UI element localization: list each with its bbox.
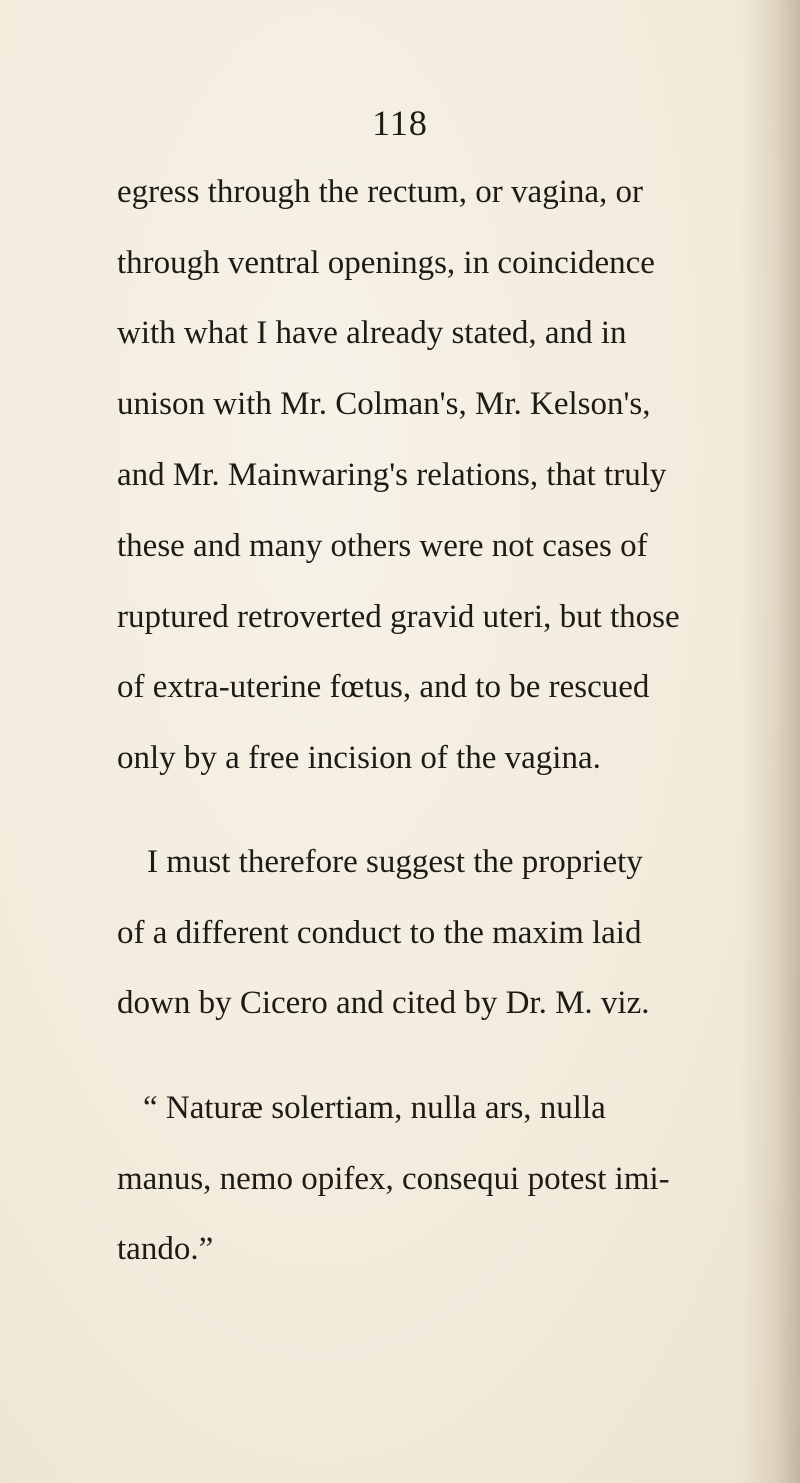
text-line: down by Cicero and cited by Dr. M. viz.: [117, 985, 650, 1021]
text-line: through ventral openings, in coincidence: [117, 245, 655, 281]
text-line: manus, nemo opifex, consequi potest imi-: [117, 1161, 670, 1197]
text-line: these and many others were not cases of: [117, 528, 648, 564]
text-line: “ Naturæ solertiam, nulla ars, nulla: [143, 1090, 606, 1126]
text-line: only by a free incision of the vagina.: [117, 740, 601, 776]
text-line: I must therefore suggest the propriety: [147, 844, 643, 880]
text-line: ruptured retroverted gravid uteri, but those: [117, 599, 680, 635]
text-line: unison with Mr. Colman's, Mr. Kelson's,: [117, 386, 651, 422]
text-line: and Mr. Mainwaring's relations, that truly: [117, 457, 667, 493]
text-line: with what I have already stated, and in: [117, 315, 627, 351]
page-number: 118: [372, 103, 428, 143]
text-line: of extra-uterine fœtus, and to be rescued: [117, 669, 650, 705]
text-line: egress through the rectum, or vagina, or: [117, 174, 644, 210]
text-line: tando.”: [117, 1231, 214, 1267]
text-line: of a different conduct to the maxim laid: [117, 915, 642, 951]
